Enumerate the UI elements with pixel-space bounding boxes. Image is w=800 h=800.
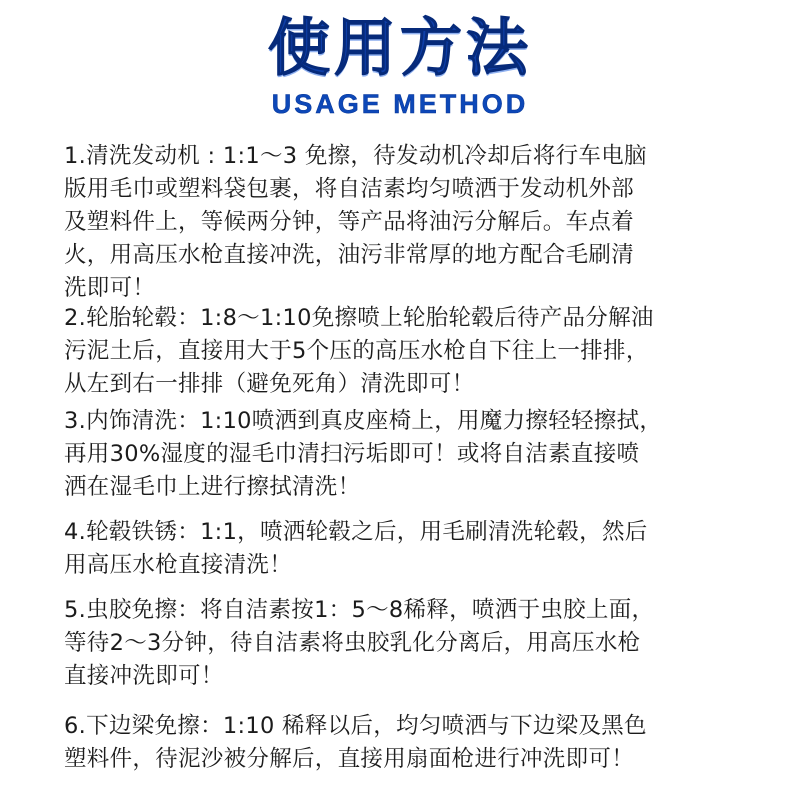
instruction-line: 2.轮胎轮毂：1:8～1:10免擦喷上轮胎轮毂后待产品分解油 <box>64 305 654 331</box>
instruction-line: 洗即可！ <box>64 275 156 301</box>
instruction-line: 塑料件，待泥沙被分解后，直接用扇面枪进行冲洗即可！ <box>64 746 635 772</box>
instruction-line: 洒在湿毛巾上进行擦拭清洗！ <box>64 474 361 500</box>
instruction-line: 3.内饰清洗：1:10喷洒到真皮座椅上，用魔力擦轻轻擦拭， <box>64 408 663 434</box>
page-title: 使用方法 <box>267 11 532 84</box>
instruction-item-2 <box>64 302 734 401</box>
instruction-line: 等待2～3分钟，待自洁素将虫胶乳化分离后，用高压水枪 <box>64 630 641 656</box>
instruction-line: 6.下边梁免擦：1:10 稀释以后，均匀喷洒与下边梁及黑色 <box>64 713 647 739</box>
instruction-line: 火，用高压水枪直接冲洗，油污非常厚的地方配合毛刷清 <box>64 242 635 268</box>
instruction-line: 5.虫胶免擦：将自洁素按1：5～8稀释，喷洒于虫胶上面， <box>64 597 655 623</box>
instruction-line: 版用毛巾或塑料袋包裹，将自洁素均匀喷洒于发动机外部 <box>64 176 635 202</box>
header <box>0 0 800 125</box>
instruction-line: 从左到右一排排（避免死角）清洗即可！ <box>64 371 475 397</box>
instruction-line: 直接冲洗即可！ <box>64 663 224 689</box>
instruction-line: 污泥土后，直接用大于5个压的高压水枪自下往上一排排， <box>64 338 649 364</box>
instruction-line: 及塑料件上，等候两分钟，等产品将油污分解后。车点着 <box>64 209 635 235</box>
instruction-item-1 <box>64 140 734 305</box>
instruction-line: 1.清洗发动机 : 1:1～3 免擦，待发动机冷却后将行车电脑 <box>64 143 647 169</box>
instruction-item-5 <box>64 594 734 693</box>
instruction-item-6 <box>64 710 734 776</box>
instruction-line: 4.轮毂铁锈：1:1，喷洒轮毂之后，用毛刷清洗轮毂，然后 <box>64 519 648 545</box>
instruction-line: 用高压水枪直接清洗！ <box>64 552 293 578</box>
instruction-item-3 <box>64 405 734 504</box>
instruction-item-4 <box>64 516 734 582</box>
page-subtitle: USAGE METHOD <box>271 89 529 119</box>
instruction-line: 再用30%湿度的湿毛巾清扫污垢即可！或将自洁素直接喷 <box>64 441 640 467</box>
